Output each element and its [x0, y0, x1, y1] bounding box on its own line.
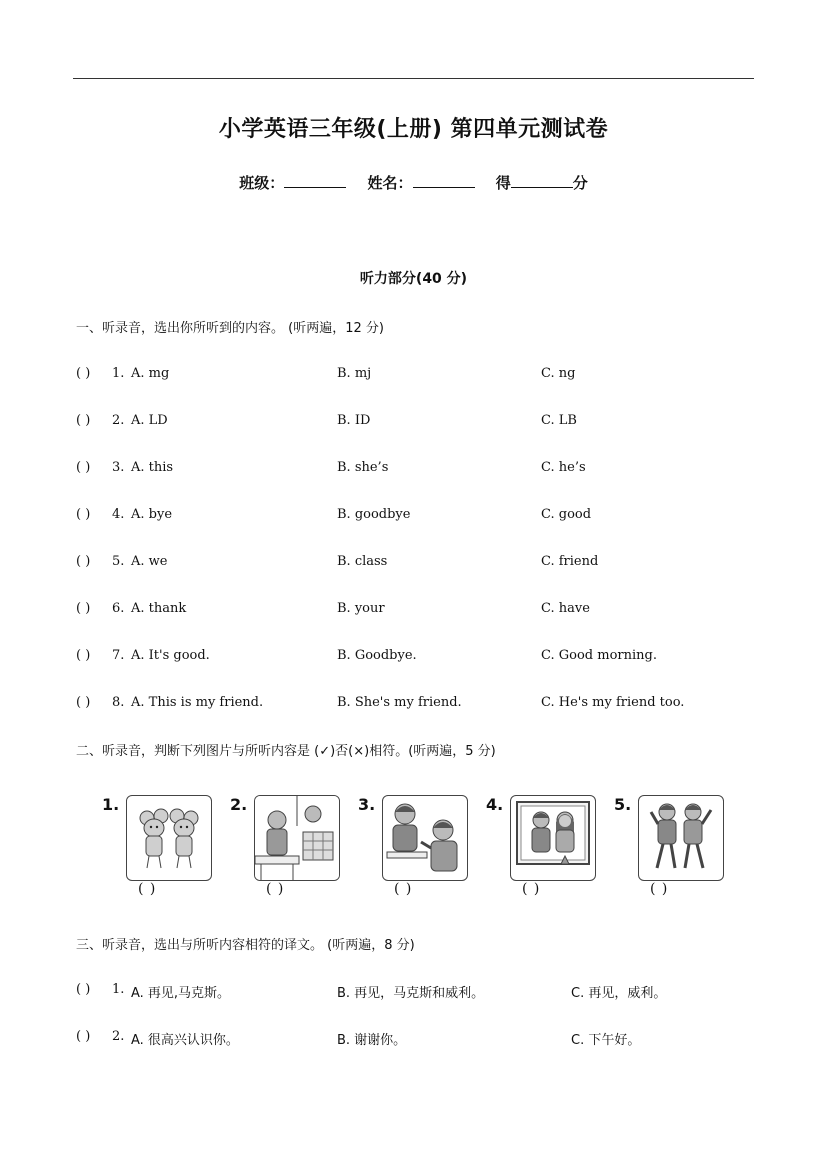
option-a: A. 很高兴认识你。 — [131, 1033, 239, 1048]
option-a: A. bye — [131, 507, 173, 522]
header-rule — [73, 78, 754, 79]
picture-2 — [226, 793, 346, 898]
boy-and-girl-photo-illustration — [511, 796, 595, 880]
s1-question-3 — [76, 460, 756, 480]
listening-part-title: 听力部分(40 分) — [359, 271, 468, 287]
score-unit: 分 — [572, 174, 588, 192]
picture-number: 1. — [102, 795, 120, 814]
answer-blank[interactable]: ( ) — [138, 881, 157, 897]
name-blank[interactable] — [413, 175, 475, 188]
s1-question-2 — [76, 413, 756, 433]
option-a: A. this — [131, 460, 174, 475]
picture-frame — [254, 795, 340, 881]
answer-blank[interactable]: ( ) — [76, 554, 91, 569]
answer-blank[interactable]: ( ) — [76, 648, 91, 663]
answer-blank[interactable]: ( ) — [76, 982, 91, 997]
two-boys-waving-illustration — [639, 796, 723, 880]
option-c: C. 下午好。 — [571, 1033, 641, 1048]
option-a: A. LD — [131, 413, 168, 428]
question-number: 6. — [112, 601, 125, 616]
name-field — [367, 174, 474, 192]
option-b: B. mj — [337, 366, 372, 381]
classroom-greeting-illustration — [255, 796, 339, 880]
question-number: 8. — [112, 695, 125, 710]
option-a: A. It's good. — [131, 648, 210, 663]
answer-blank[interactable]: ( ) — [76, 507, 91, 522]
question-number: 1. — [112, 982, 125, 997]
score-label: 得 — [495, 174, 511, 192]
option-a: A. thank — [131, 601, 187, 616]
picture-5 — [610, 793, 730, 898]
score-blank[interactable] — [511, 175, 573, 188]
picture-frame — [638, 795, 724, 881]
answer-blank[interactable]: ( ) — [76, 695, 91, 710]
student-info-line — [0, 172, 827, 193]
answer-blank[interactable]: ( ) — [394, 881, 413, 897]
option-c: C. 再见，威利。 — [571, 986, 667, 1001]
question-number: 2. — [112, 1029, 125, 1044]
s1-question-5 — [76, 554, 756, 574]
class-blank[interactable] — [284, 175, 346, 188]
picture-number: 3. — [358, 795, 376, 814]
option-c: C. ng — [541, 366, 576, 381]
option-c: C. he’s — [541, 460, 586, 475]
answer-blank[interactable]: ( ) — [650, 881, 669, 897]
s1-question-6 — [76, 601, 756, 621]
picture-frame — [126, 795, 212, 881]
section1-heading: 一、听录音，选出你所听到的内容。 (听两遍，12 分) — [76, 321, 384, 336]
option-c: C. friend — [541, 554, 599, 569]
option-c: C. have — [541, 601, 590, 616]
picture-row — [98, 793, 738, 903]
option-a: A. 再见,马克斯。 — [131, 986, 231, 1001]
option-c: C. He's my friend too. — [541, 695, 685, 710]
option-a: A. mg — [131, 366, 170, 381]
option-b: B. goodbye — [337, 507, 411, 522]
answer-blank[interactable]: ( ) — [76, 601, 91, 616]
option-b: B. class — [337, 554, 388, 569]
answer-blank[interactable]: ( ) — [76, 366, 91, 381]
page-title: 小学英语三年级(上册) 第四单元测试卷 — [218, 117, 609, 142]
picture-frame — [510, 795, 596, 881]
score-field — [496, 174, 588, 192]
name-label: 姓名： — [367, 174, 413, 192]
option-b: B. Goodbye. — [337, 648, 417, 663]
question-number: 7. — [112, 648, 125, 663]
question-number: 5. — [112, 554, 125, 569]
picture-number: 4. — [486, 795, 504, 814]
s1-question-8 — [76, 695, 756, 715]
answer-blank[interactable]: ( ) — [522, 881, 541, 897]
picture-1 — [98, 793, 218, 898]
boys-talking-illustration — [383, 796, 467, 880]
option-b: B. she’s — [337, 460, 389, 475]
question-number: 2. — [112, 413, 125, 428]
option-b: B. She's my friend. — [337, 695, 462, 710]
s3-question-2 — [76, 1029, 756, 1049]
option-b: B. your — [337, 601, 385, 616]
question-number: 1. — [112, 366, 125, 381]
option-c: C. LB — [541, 413, 577, 428]
s1-question-7 — [76, 648, 756, 668]
answer-blank[interactable]: ( ) — [76, 460, 91, 475]
picture-number: 2. — [230, 795, 248, 814]
option-c: C. Good morning. — [541, 648, 657, 663]
s1-question-4 — [76, 507, 756, 527]
answer-blank[interactable]: ( ) — [266, 881, 285, 897]
class-field — [239, 174, 346, 192]
two-mice-illustration — [127, 796, 211, 880]
class-label: 班级： — [239, 174, 285, 192]
s3-question-1 — [76, 982, 756, 1002]
answer-blank[interactable]: ( ) — [76, 1029, 91, 1044]
section3-heading: 三、听录音，选出与所听内容相符的译文。 (听两遍，8 分) — [76, 938, 415, 953]
picture-number: 5. — [614, 795, 632, 814]
section2-heading: 二、听录音，判断下列图片与所听内容是 (✓)否(×)相符。(听两遍，5 分) — [76, 744, 496, 759]
answer-blank[interactable]: ( ) — [76, 413, 91, 428]
option-b: B. 再见，马克斯和威利。 — [337, 986, 485, 1001]
option-b: B. 谢谢你。 — [337, 1033, 407, 1048]
picture-frame — [382, 795, 468, 881]
picture-3 — [354, 793, 474, 898]
option-a: A. This is my friend. — [131, 695, 264, 710]
question-number: 4. — [112, 507, 125, 522]
option-a: A. we — [131, 554, 168, 569]
picture-4 — [482, 793, 602, 898]
option-b: B. ID — [337, 413, 371, 428]
s1-question-1 — [76, 366, 756, 386]
question-number: 3. — [112, 460, 125, 475]
option-c: C. good — [541, 507, 592, 522]
